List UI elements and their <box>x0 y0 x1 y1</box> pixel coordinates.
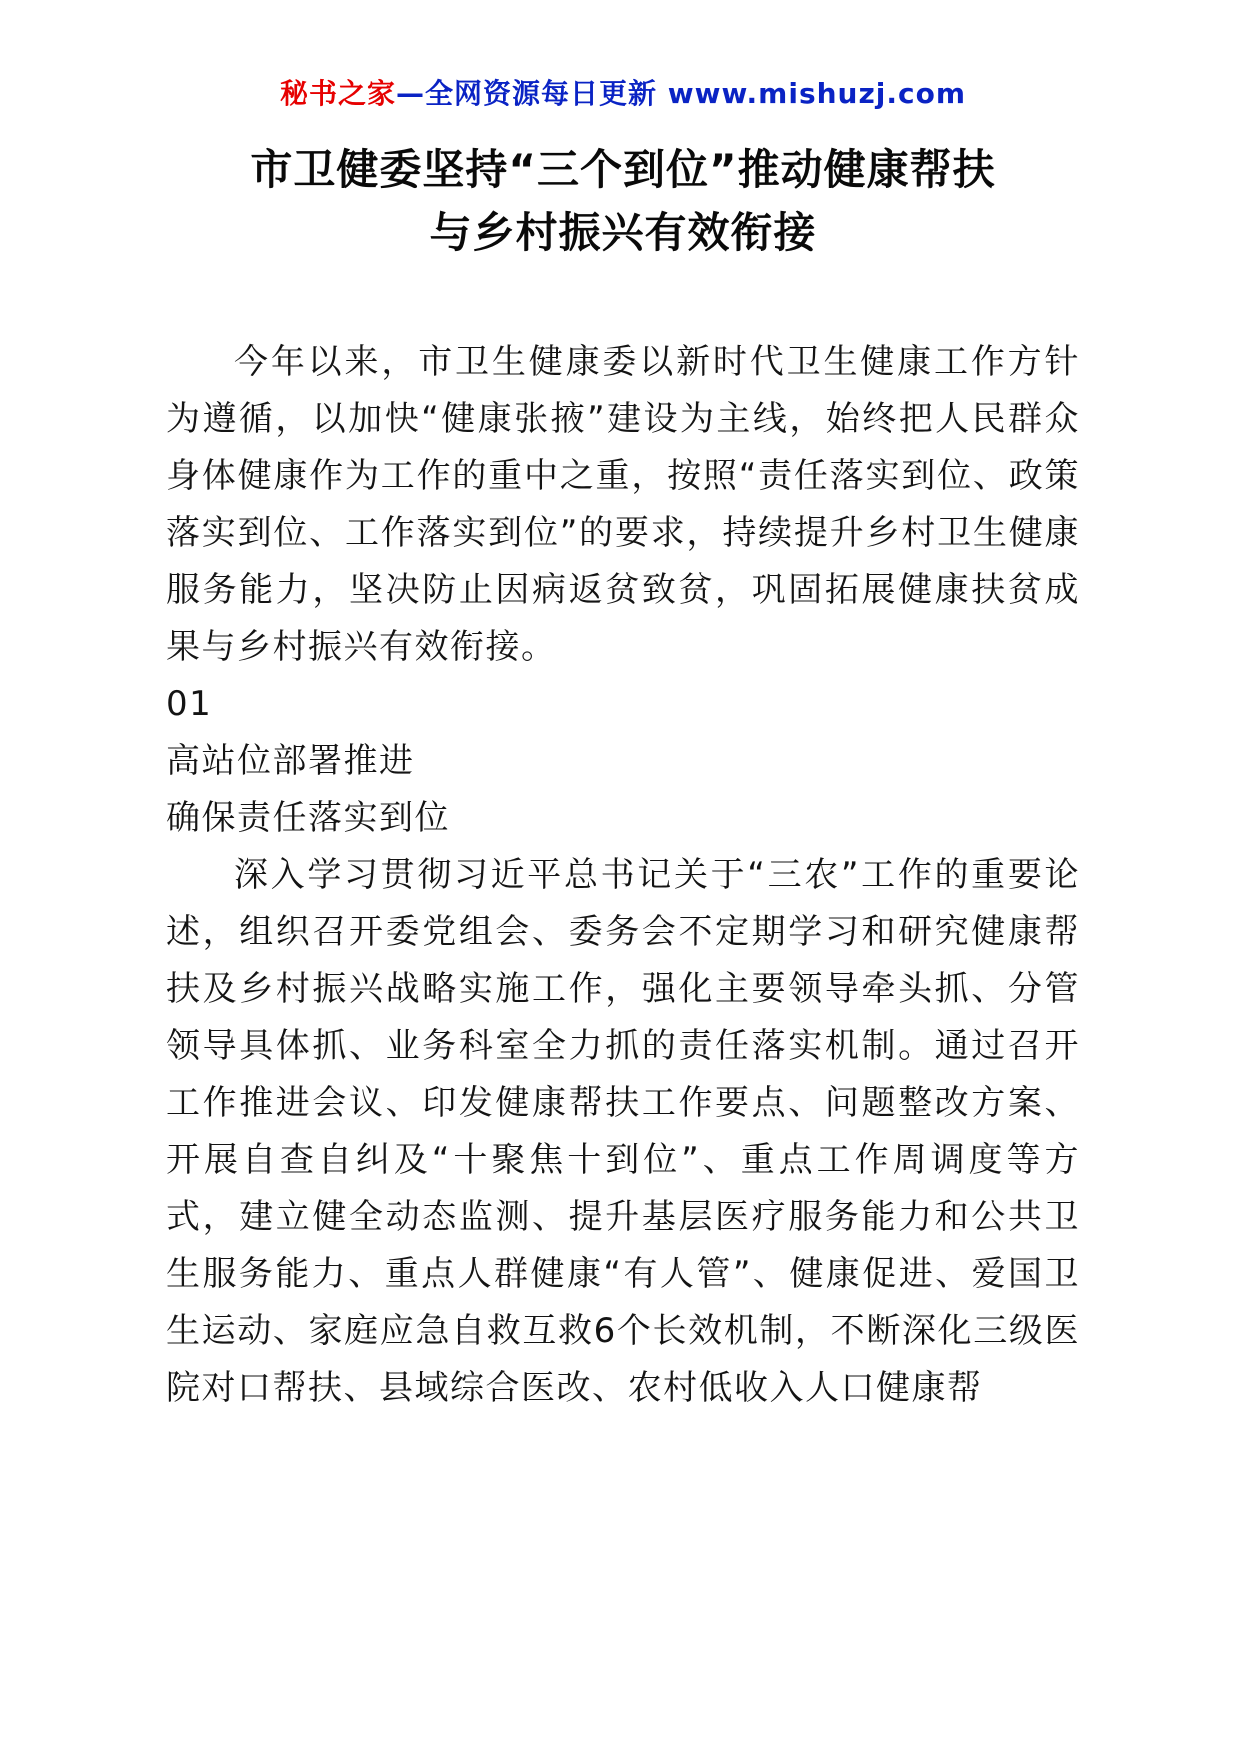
paragraph-section-1: 深入学习贯彻习近平总书记关于“三农”工作的重要论述，组织召开委党组会、委务会不定期学习和研究健康帮扶及乡村振兴战略实施工作，强化主要领导牵头抓、分管领导具体抓、业务科室全力抓的责任落实机制。通过召开工作推进会议、印发健康帮扶工作要点、问题整改方案、开展自查自纠及“十聚焦十到位”、重点工作周调度等方式，建立健全动态监测、提升基层医疗服务能力和公共卫生服务能力、重点人群健康“有人管”、健康促进、爱国卫生运动、家庭应急自救互救6个长效机制，不断深化三级医院对口帮扶、县域综合医改、农村低收入人口健康帮 <box>166 855 1080 1408</box>
site-header <box>166 72 1080 112</box>
site-brand: 秘书之家 <box>279 77 396 110</box>
section-number: 01 <box>166 684 213 724</box>
section-heading-line-1: 高站位部署推进 <box>166 741 415 781</box>
site-tagline: —全网资源每日更新 <box>395 77 668 110</box>
document-title-line-1: 市卫健委坚持“三个到位”推动健康帮扶 <box>250 145 996 194</box>
document-title <box>166 138 1080 264</box>
document-body <box>166 334 1080 1417</box>
section-heading-line-2: 确保责任落实到位 <box>166 798 450 838</box>
document-title-line-2: 与乡村振兴有效衔接 <box>429 208 817 257</box>
paragraph-intro: 今年以来，市卫生健康委以新时代卫生健康工作方针为遵循，以加快“健康张掖”建设为主线，始终把人民群众身体健康作为工作的重中之重，按照“责任落实到位、政策落实到位、工作落实到位”的要求，持续提升乡村卫生健康服务能力，坚决防止因病返贫致贫，巩固拓展健康扶贫成果与乡村振兴有效衔接。 <box>166 342 1080 667</box>
site-url-link[interactable]: www.mishuzj.com <box>667 77 967 110</box>
